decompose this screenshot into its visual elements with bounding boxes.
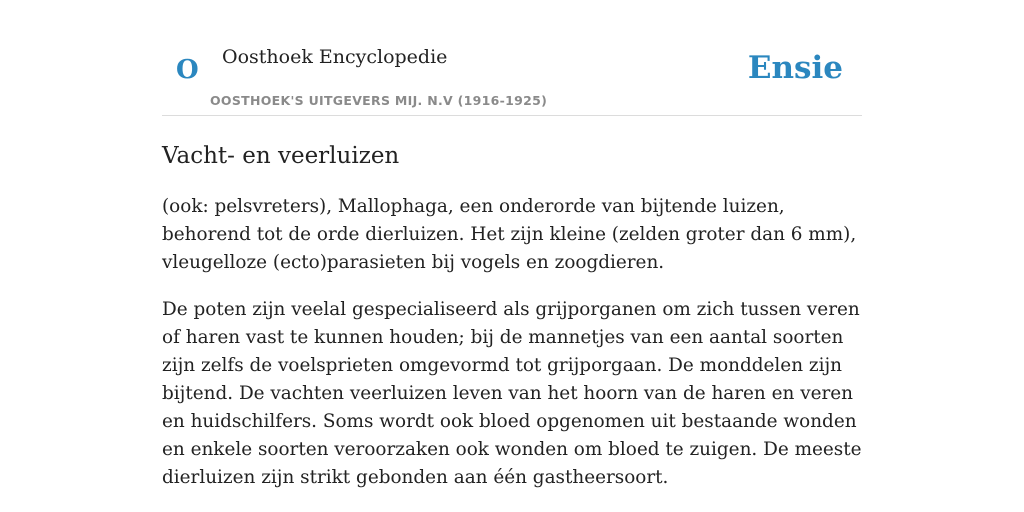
page (162, 0, 862, 492)
letter-index-link[interactable]: O (176, 55, 199, 85)
header (162, 0, 862, 116)
article-paragraph-2: De poten zijn veelal gespecialiseerd als grijporganen om zich tussen veren of haren vast te kunnen houden; bij de mannetjes van een aantal soorten zijn zelfs de voelsprieten omgevormd tot grijporgaan. De monddelen zijn bijtend. De vachten veerluizen leven van het hoorn van de haren en veren en huidschilfers. Soms wordt ook bloed opgenomen uit bestaande wonden en enkele soorten veroorzaken ook wonden om bloed te zuigen. De meeste dierluizen zijn strikt gebonden aan één gastheersoort. (162, 299, 862, 488)
ensie-logo-link[interactable]: Ensie (747, 50, 843, 86)
article-title: Vacht- en veerluizen (162, 143, 400, 169)
publisher-label: OOSTHOEK'S UITGEVERS MIJ. N.V (1916-1925) (210, 93, 548, 108)
encyclopedia-title-link[interactable]: Oosthoek Encyclopedie (222, 46, 448, 68)
article-paragraph-1: (ook: pelsvreters), Mallophaga, een onderorde van bijtende luizen, behorend tot de orde dierluizen. Het zijn kleine (zelden groter dan 6 mm), vleugelloze (ecto)parasieten bij vogels en zoogdieren. (162, 196, 857, 273)
